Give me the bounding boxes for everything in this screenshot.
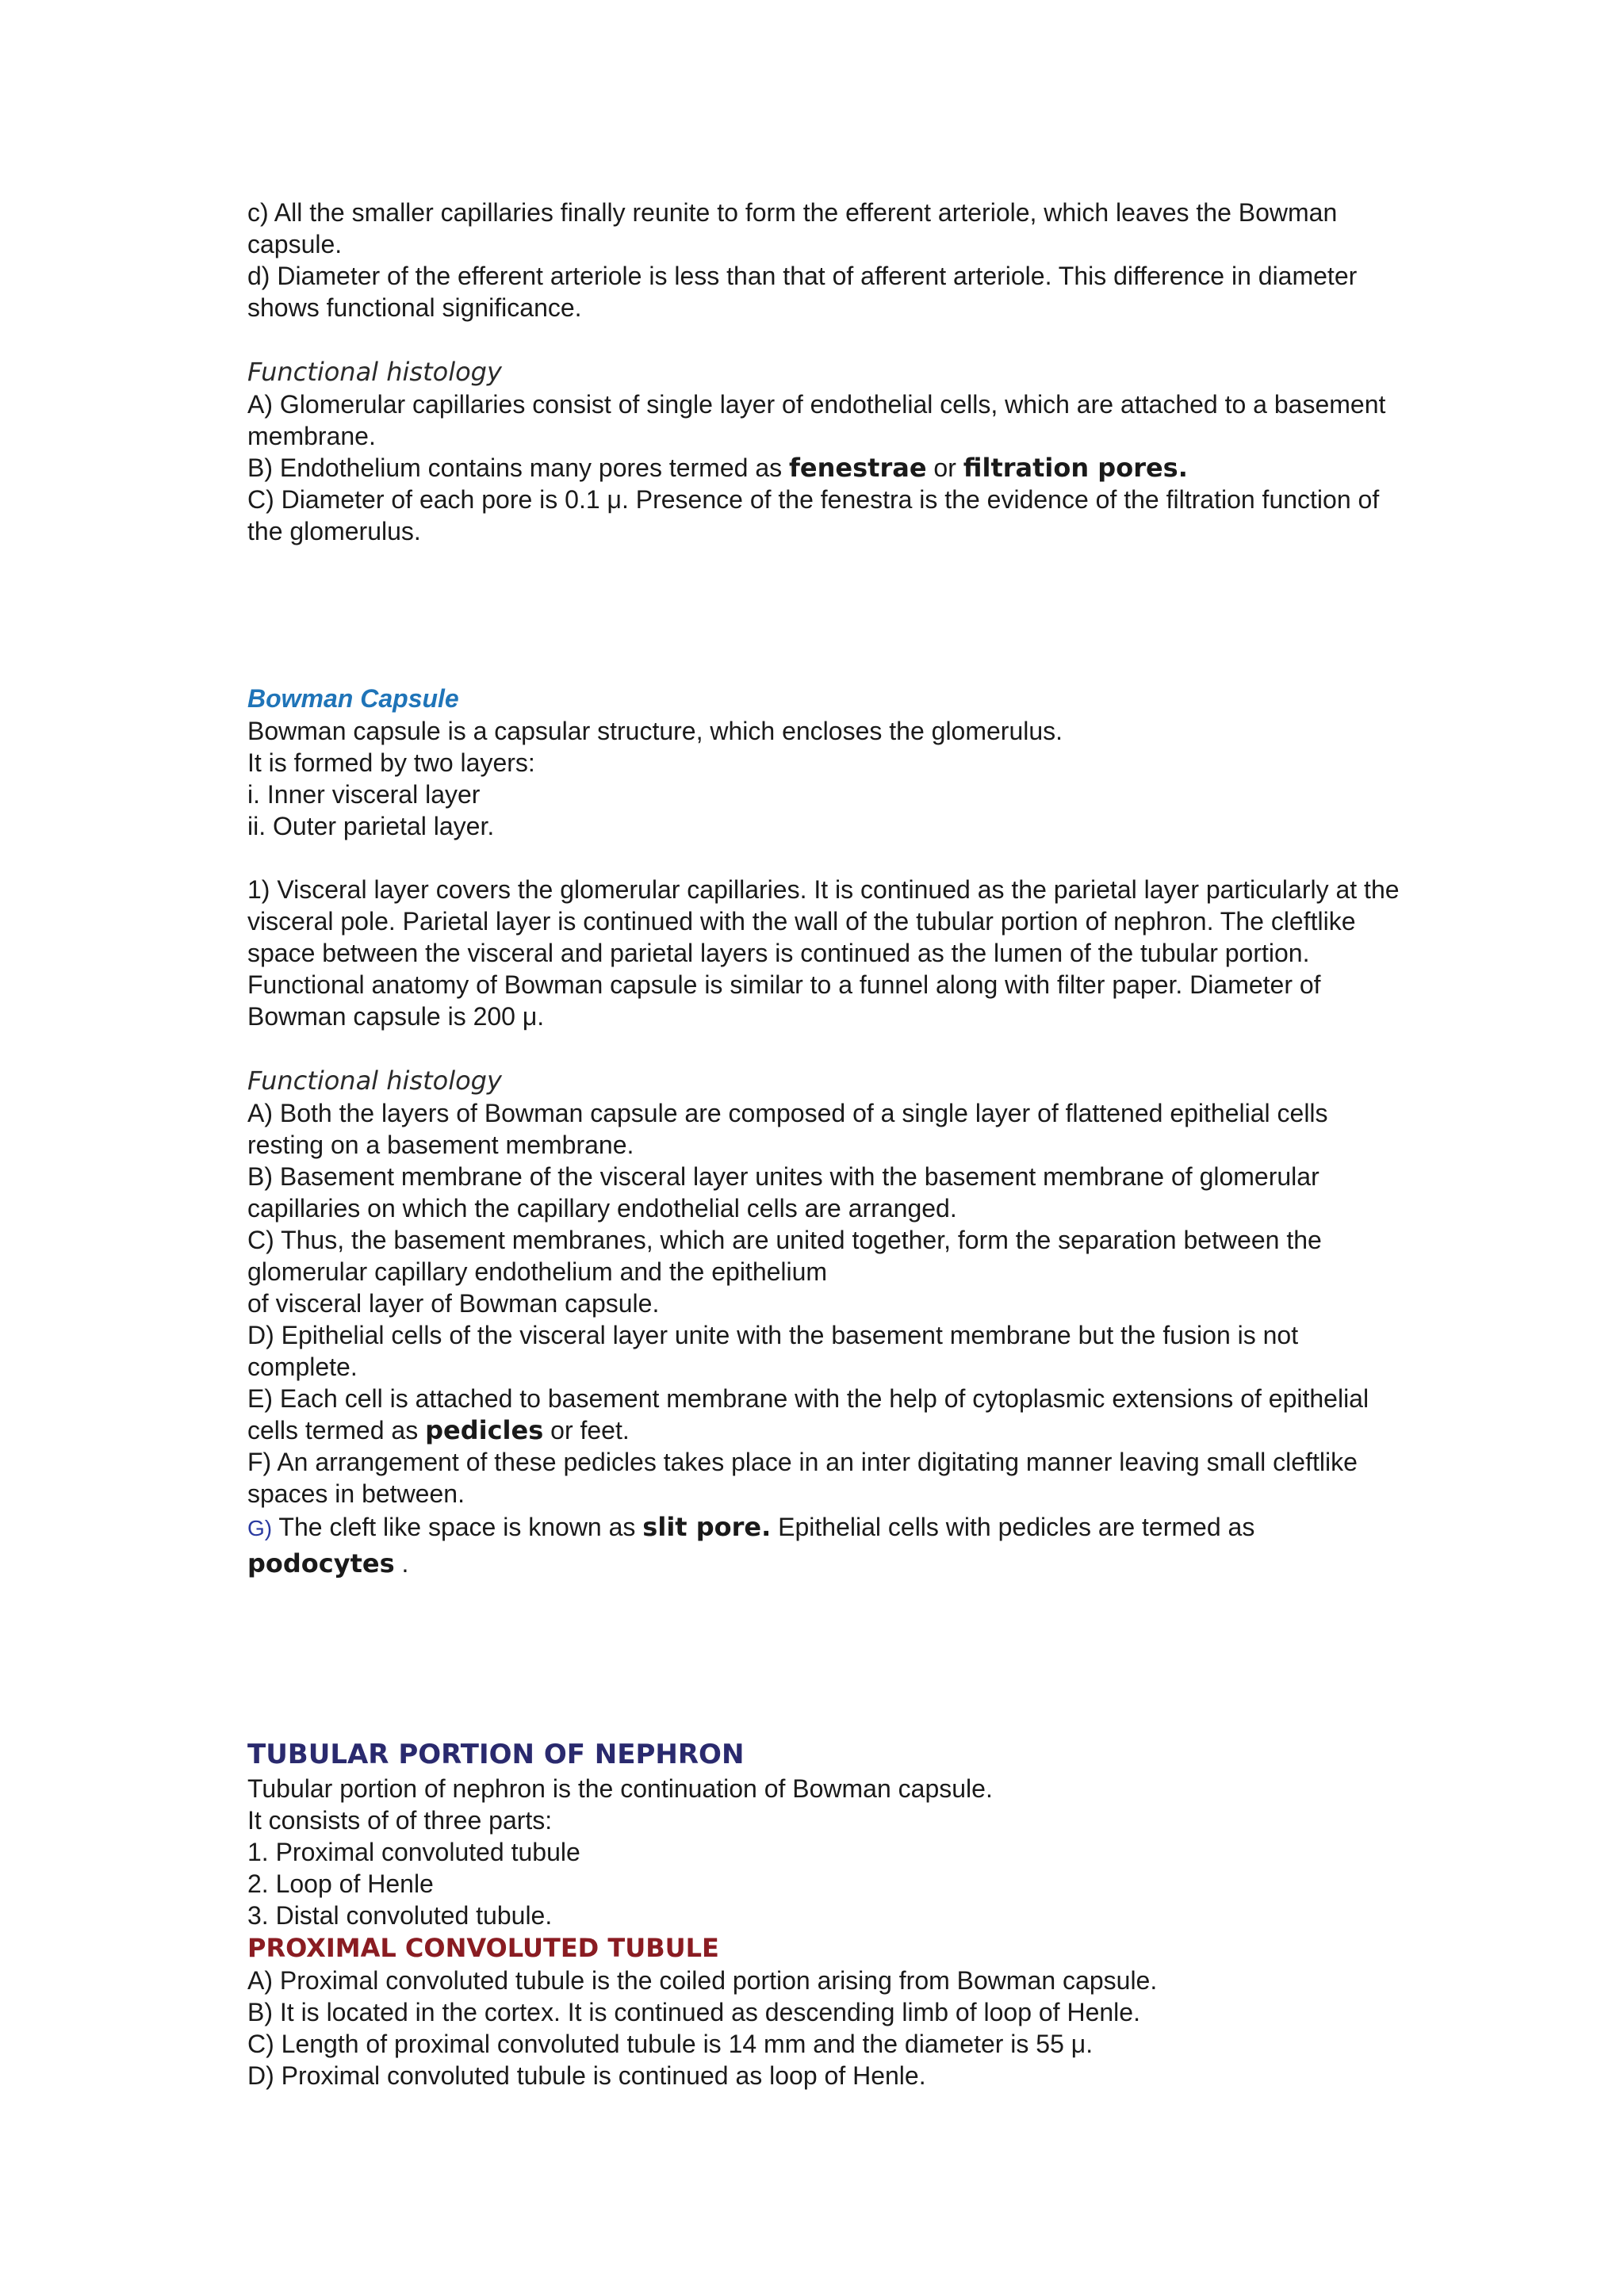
term-slit-pore: slit pore. <box>642 1512 772 1542</box>
term-fenestrae: fenestrae <box>789 453 927 483</box>
histology2-item-e <box>247 1383 1405 1446</box>
term-filtration-pores: filtration pores. <box>963 453 1188 483</box>
tubular-line-4: 2. Loop of Henle <box>247 1869 434 1898</box>
text: B) Endothelium contains many pores termed as <box>247 453 789 482</box>
tubular-line-1: Tubular portion of nephron is the continuation of Bowman capsule. <box>247 1774 993 1803</box>
tubular-line-3: 1. Proximal convoluted tubule <box>247 1838 580 1866</box>
paragraph-c: c) All the smaller capillaries finally reunite to form the efferent arteriole, which leaves the Bowman capsule. <box>247 198 1338 258</box>
histology-item-b <box>247 452 1405 484</box>
bowman-line-2: It is formed by two layers: <box>247 748 535 777</box>
text: or <box>926 453 963 482</box>
histology2-item-g <box>247 1510 1405 1581</box>
section-heading-functional-histology-2: Functional histology <box>247 1066 502 1096</box>
bowman-line-3: i. Inner visceral layer <box>247 780 481 809</box>
histology2-item-d: D) Epithelial cells of the visceral layer unite with the basement membrane but the fusion is not complete. <box>247 1321 1299 1381</box>
bowman-line-4: ii. Outer parietal layer. <box>247 812 495 840</box>
spacer <box>247 1581 1405 1736</box>
histology2-item-c1: C) Thus, the basement membranes, which are united together, form the separation between the glomerular capillary endothelium and the epithelium <box>247 1226 1322 1286</box>
item-marker-g: G) <box>247 1516 273 1540</box>
pct-item-b: B) It is located in the cortex. It is continued as descending limb of loop of Henle. <box>247 1998 1140 2026</box>
histology2-item-b: B) Basement membrane of the visceral layer unites with the basement membrane of glomerular capillaries on which the capillary endothelial cells are arranged. <box>247 1162 1320 1223</box>
section-heading-bowman-capsule: Bowman Capsule <box>247 684 459 713</box>
tubular-line-2: It consists of of three parts: <box>247 1806 553 1835</box>
text: The cleft like space is known as <box>272 1513 643 1541</box>
histology2-item-c2: of visceral layer of Bowman capsule. <box>247 1289 660 1318</box>
spacer <box>247 547 1405 682</box>
histology-item-a: A) Glomerular capillaries consist of single layer of endothelial cells, which are attached to a basement membrane. <box>247 390 1386 450</box>
document-page <box>247 197 1405 2091</box>
paragraph-d: d) Diameter of the efferent arteriole is less than that of afferent arteriole. This difference in diameter shows functional significance. <box>247 262 1358 322</box>
section-heading-tubular-portion: TUBULAR PORTION OF NEPHRON <box>247 1739 745 1770</box>
tubular-line-5: 3. Distal convoluted tubule. <box>247 1901 553 1930</box>
pct-item-d: D) Proximal convoluted tubule is continued as loop of Henle. <box>247 2061 926 2090</box>
spacer <box>247 842 1405 874</box>
bowman-line-1: Bowman capsule is a capsular structure, which encloses the glomerulus. <box>247 717 1063 745</box>
histology2-item-f: F) An arrangement of these pedicles takes place in an inter digitating manner leaving small cleftlike spaces in between. <box>247 1448 1358 1508</box>
text: E) Each cell is attached to basement membrane with the help of cytoplasmic extensions of epithelial cells termed as <box>247 1384 1369 1445</box>
pct-item-a: A) Proximal convoluted tubule is the coiled portion arising from Bowman capsule. <box>247 1966 1158 1995</box>
section-heading-proximal-convoluted-tubule: PROXIMAL CONVOLUTED TUBULE <box>247 1933 719 1963</box>
term-podocytes: podocytes <box>247 1548 395 1578</box>
bowman-paragraph-1: 1) Visceral layer covers the glomerular capillaries. It is continued as the parietal layer particularly at the visceral pole. Parietal layer is continued with the wall of the tubular portion of nephron. The cleftlike space between the visceral and parietal layers is continued as the lumen of the tubular portion. Functional anatomy of Bowman capsule is similar to a funnel along with filter paper. Diameter of Bowman capsule is 200 μ. <box>247 875 1400 1031</box>
term-pedicles: pedicles <box>425 1415 544 1445</box>
spacer <box>247 1032 1405 1064</box>
text: Epithelial cells with pedicles are termed as <box>771 1513 1255 1541</box>
section-heading-functional-histology: Functional histology <box>247 357 502 387</box>
text: . <box>394 1549 409 1578</box>
histology2-item-a: A) Both the layers of Bowman capsule are composed of a single layer of flattened epithelial cells resting on a basement membrane. <box>247 1099 1328 1159</box>
pct-item-c: C) Length of proximal convoluted tubule is 14 mm and the diameter is 55 μ. <box>247 2030 1094 2058</box>
text: or feet. <box>543 1416 630 1445</box>
spacer <box>247 323 1405 355</box>
histology-item-c: C) Diameter of each pore is 0.1 μ. Presence of the fenestra is the evidence of the filtration function of the glomerulus. <box>247 485 1380 545</box>
